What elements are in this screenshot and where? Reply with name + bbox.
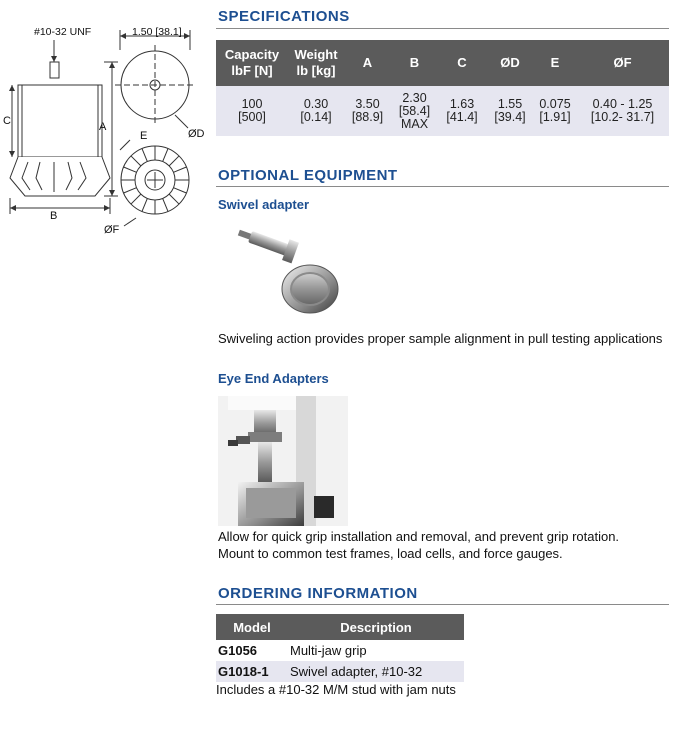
spec-header-capacity: Capacity lbF [N] <box>216 40 288 86</box>
spec-header-a: A <box>344 40 391 86</box>
drawing-label-b: B <box>50 210 58 222</box>
specifications-divider <box>216 28 669 29</box>
specifications-title: SPECIFICATIONS <box>218 8 350 25</box>
grip-dimension-drawing <box>0 0 215 245</box>
eye-end-description-line2: Mount to common test frames, load cells, and force gauges. <box>218 546 563 561</box>
swivel-adapter-photo <box>218 225 348 320</box>
spec-c: 1.63 [41.4] <box>438 86 486 136</box>
swivel-adapter-title: Swivel adapter <box>218 197 310 212</box>
spec-header-c: C <box>438 40 486 86</box>
spec-header-weight: Weight lb [kg] <box>288 40 344 86</box>
specifications-table <box>216 40 669 136</box>
spec-f: 0.40 - 1.25 [10.2- 31.7] <box>576 86 669 136</box>
ordering-model: G1018-1 <box>216 661 288 682</box>
table-row <box>216 640 464 661</box>
ordering-description: Multi-jaw grip <box>290 643 367 658</box>
drawing-label-thread: #10-32 UNF <box>34 26 92 38</box>
drawing-label-c: C <box>3 115 11 127</box>
spec-header-b: B <box>391 40 438 86</box>
optional-equipment-divider <box>216 186 669 187</box>
ordering-note: Includes a #10-32 M/M stud with jam nuts <box>216 682 456 697</box>
spec-header-f: ØF <box>576 40 669 86</box>
swivel-adapter-description: Swiveling action provides proper sample alignment in pull testing applications <box>218 331 663 346</box>
ordering-table <box>216 614 464 682</box>
spec-e: 0.075 [1.91] <box>534 86 576 136</box>
spec-d: 1.55 [39.4] <box>486 86 534 136</box>
eye-end-description-line1: Allow for quick grip installation and removal, and prevent grip rotation. <box>218 529 620 544</box>
eye-end-adapter-photo <box>218 396 348 526</box>
spec-value-row <box>216 86 669 136</box>
spec-header-d: ØD <box>486 40 534 86</box>
ordering-model: G1056 <box>218 643 258 658</box>
table-row <box>216 661 464 682</box>
drawing-label-e: E <box>140 130 148 142</box>
ordering-header-model: Model <box>216 614 288 640</box>
spec-b: 2.30 [58.4] MAX <box>391 86 438 136</box>
drawing-label-a: A <box>99 121 107 133</box>
eye-end-adapters-title: Eye End Adapters <box>218 371 329 386</box>
spec-header-e: E <box>534 40 576 86</box>
spec-capacity: 100 [500] <box>216 86 288 136</box>
drawing-label-width: 1.50 [38.1] <box>132 26 182 38</box>
spec-a: 3.50 [88.9] <box>344 86 391 136</box>
drawing-label-f: ØF <box>104 224 120 236</box>
ordering-header-row <box>216 614 464 640</box>
drawing-label-d: ØD <box>188 128 205 140</box>
ordering-information-title: ORDERING INFORMATION <box>218 585 418 602</box>
spec-header-row <box>216 40 669 86</box>
ordering-header-description: Description <box>288 614 464 640</box>
spec-weight: 0.30 [0.14] <box>288 86 344 136</box>
ordering-description: Swivel adapter, #10-32 <box>288 661 464 682</box>
optional-equipment-title: OPTIONAL EQUIPMENT <box>218 167 398 184</box>
ordering-information-divider <box>216 604 669 605</box>
